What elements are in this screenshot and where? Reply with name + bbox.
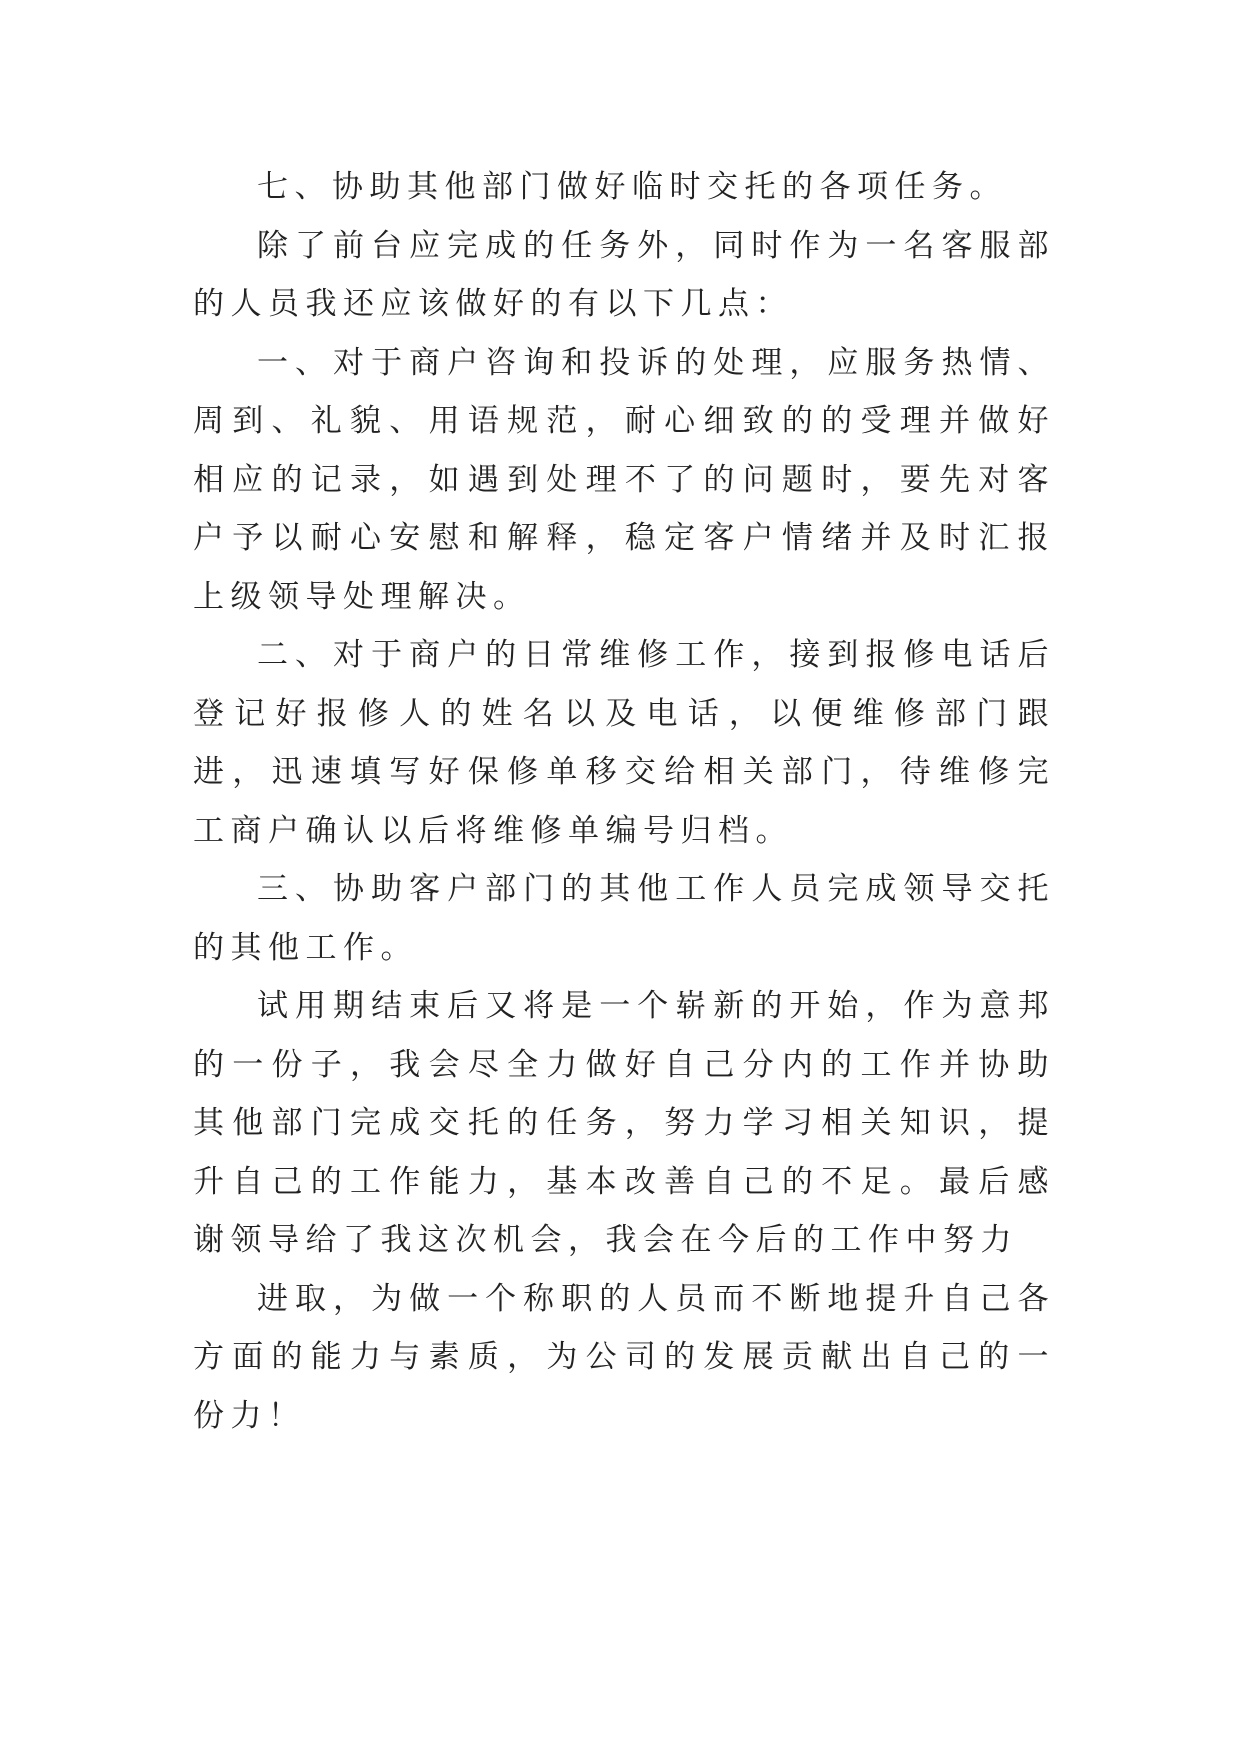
paragraph-customer-service-intro: 除了前台应完成的任务外，同时作为一名客服部的人员我还应该做好的有以下几点： [193, 227, 1055, 322]
paragraph-task-seven: 七、协助其他部门做好临时交托的各项任务。 [257, 169, 1007, 205]
paragraph-closing: 进取，为做一个称职的人员而不断地提升自己各方面的能力与素质，为公司的发展贡献出自己的一份力！ [193, 1280, 1055, 1434]
paragraph-conclusion: 试用期结束后又将是一个崭新的开始，作为意邦的一份子，我会尽全力做好自己分内的工作并协助其他部门完成交托的任务，努力学习相关知识，提升自己的工作能力，基本改善自己的不足。最后感谢领导给了我这次机会，我会在今后的工作中努力 [193, 988, 1055, 1258]
paragraph-point-three: 三、协助客户部门的其他工作人员完成领导交托的其他工作。 [193, 871, 1055, 966]
document-body [193, 158, 1055, 1445]
paragraph-point-one: 一、对于商户咨询和投诉的处理，应服务热情、周到、礼貌、用语规范，耐心细致的的受理并做好相应的记录，如遇到处理不了的问题时，要先对客户予以耐心安慰和解释，稳定客户情绪并及时汇报上级领导处理解决。 [193, 344, 1055, 615]
paragraph-point-two: 二、对于商户的日常维修工作，接到报修电话后登记好报修人的姓名以及电话，以便维修部门跟进，迅速填写好保修单移交给相关部门，待维修完工商户确认以后将维修单编号归档。 [193, 637, 1055, 849]
